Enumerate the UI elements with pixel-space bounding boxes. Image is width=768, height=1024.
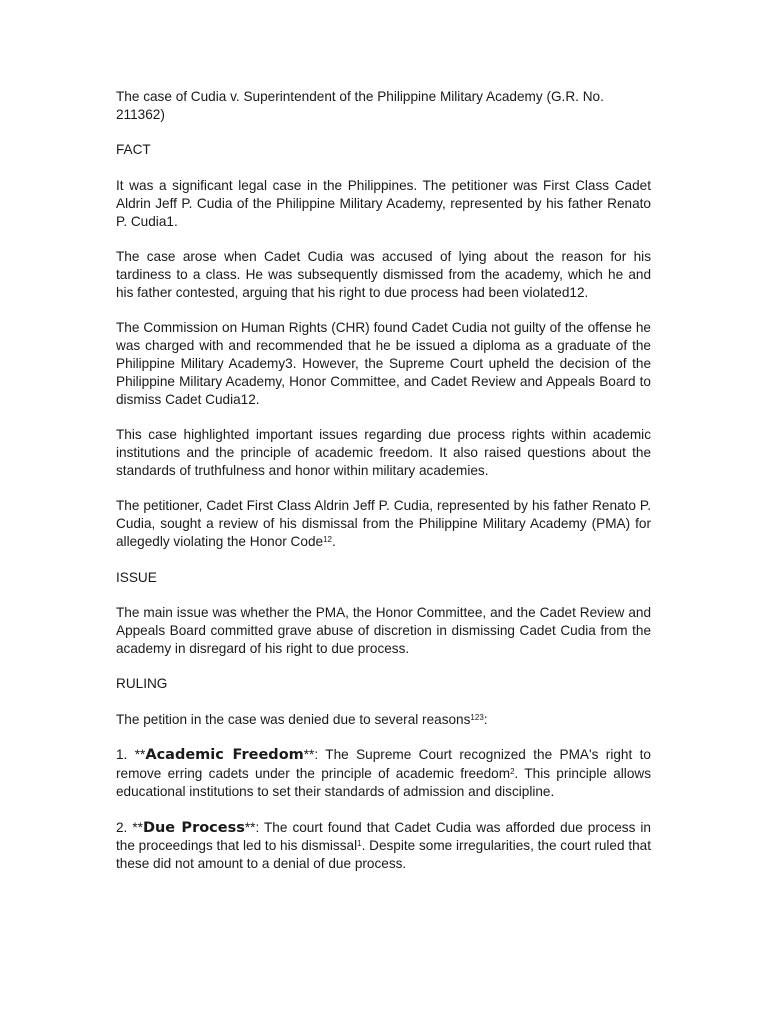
footnote-marker: 2 (510, 767, 515, 777)
ruling-item-open-marks: ** (132, 819, 143, 835)
document-body (116, 88, 651, 873)
ruling-item-text: The Supreme Court recognized the PMA's right to remove erring cadets under the principle of academic freedom (116, 747, 651, 782)
issue-heading: ISSUE (116, 569, 157, 585)
ruling-item-text-end: . Despite some irregularities, the court ruled that these did not amount to a denial of due process. (116, 838, 651, 872)
footnote-marker: 12 (323, 534, 332, 544)
ruling-item-close-marks: **: (244, 819, 260, 835)
ruling-intro-end: : (483, 711, 488, 727)
ruling-intro-text: The petition in the case was denied due to several reasons (116, 711, 471, 727)
ruling-item-number: 2. (116, 819, 133, 835)
document-title: The case of Cudia v. Superintendent of the Philippine Military Academy (G.R. No. 211362) (116, 89, 604, 122)
ruling-item-term: Academic Freedom (145, 747, 304, 764)
ruling-item-academic-freedom (116, 746, 651, 800)
ruling-item-term: Due Process (142, 819, 245, 836)
ruling-item-number: 1. (116, 747, 135, 763)
ruling-intro (116, 711, 651, 729)
fact-paragraph-2: The case arose when Cadet Cudia was accused of lying about the reason for his tardiness to a class. He was subsequently dismissed from the academy, which he and his father contested, arguing that his right to due process had been violated12. (116, 249, 651, 300)
ruling-item-close-marks: **: (303, 747, 319, 763)
petitioner-paragraph-end: . (331, 533, 336, 549)
issue-paragraph: The main issue was whether the PMA, the Honor Committee, and the Cadet Review and Appeals Board committed grave abuse of discretion in dismissing Cadet Cudia from the academy in disregard of his right to due process. (116, 605, 651, 656)
footnote-marker: 1 (357, 839, 362, 849)
fact-paragraph-1: It was a significant legal case in the Philippines. The petitioner was First Class Cadet Aldrin Jeff P. Cudia of the Philippine Military Academy, represented by his father Renato P. Cudia1. (116, 177, 651, 229)
fact-paragraph-4: This case highlighted important issues regarding due process rights within academic institutions and the principle of academic freedom. It also raised questions about the standards of truthfulness and honor within military academies. (116, 427, 651, 478)
ruling-item-text-end: . This principle allows educational institutions to set their standards of admission and discipline. (116, 766, 651, 800)
ruling-item-text: The court found that Cadet Cudia was afforded due process in the proceedings that led to his dismissal (116, 819, 651, 854)
ruling-item-due-process (116, 819, 651, 873)
petitioner-paragraph-text: The petitioner, Cadet First Class Aldrin Jeff P. Cudia, represented by his father Renato P. Cudia, sought a review of his dismissal from the Philippine Military Academy (PMA) for allegedly violating the Honor Code (116, 498, 651, 549)
petitioner-paragraph (116, 497, 651, 550)
ruling-heading: RULING (116, 676, 168, 692)
ruling-item-open-marks: ** (134, 747, 146, 763)
footnote-marker: 123 (470, 712, 484, 722)
fact-heading: FACT (116, 142, 151, 158)
fact-paragraph-3: The Commission on Human Rights (CHR) found Cadet Cudia not guilty of the offense he was charged with and recommended that he be issued a diploma as a graduate of the Philippine Military Academy3. However, the Supreme Court upheld the decision of the Philippine Military Academy, Honor Committee, and Cadet Review and Appeals Board to dismiss Cadet Cudia12. (116, 320, 651, 407)
